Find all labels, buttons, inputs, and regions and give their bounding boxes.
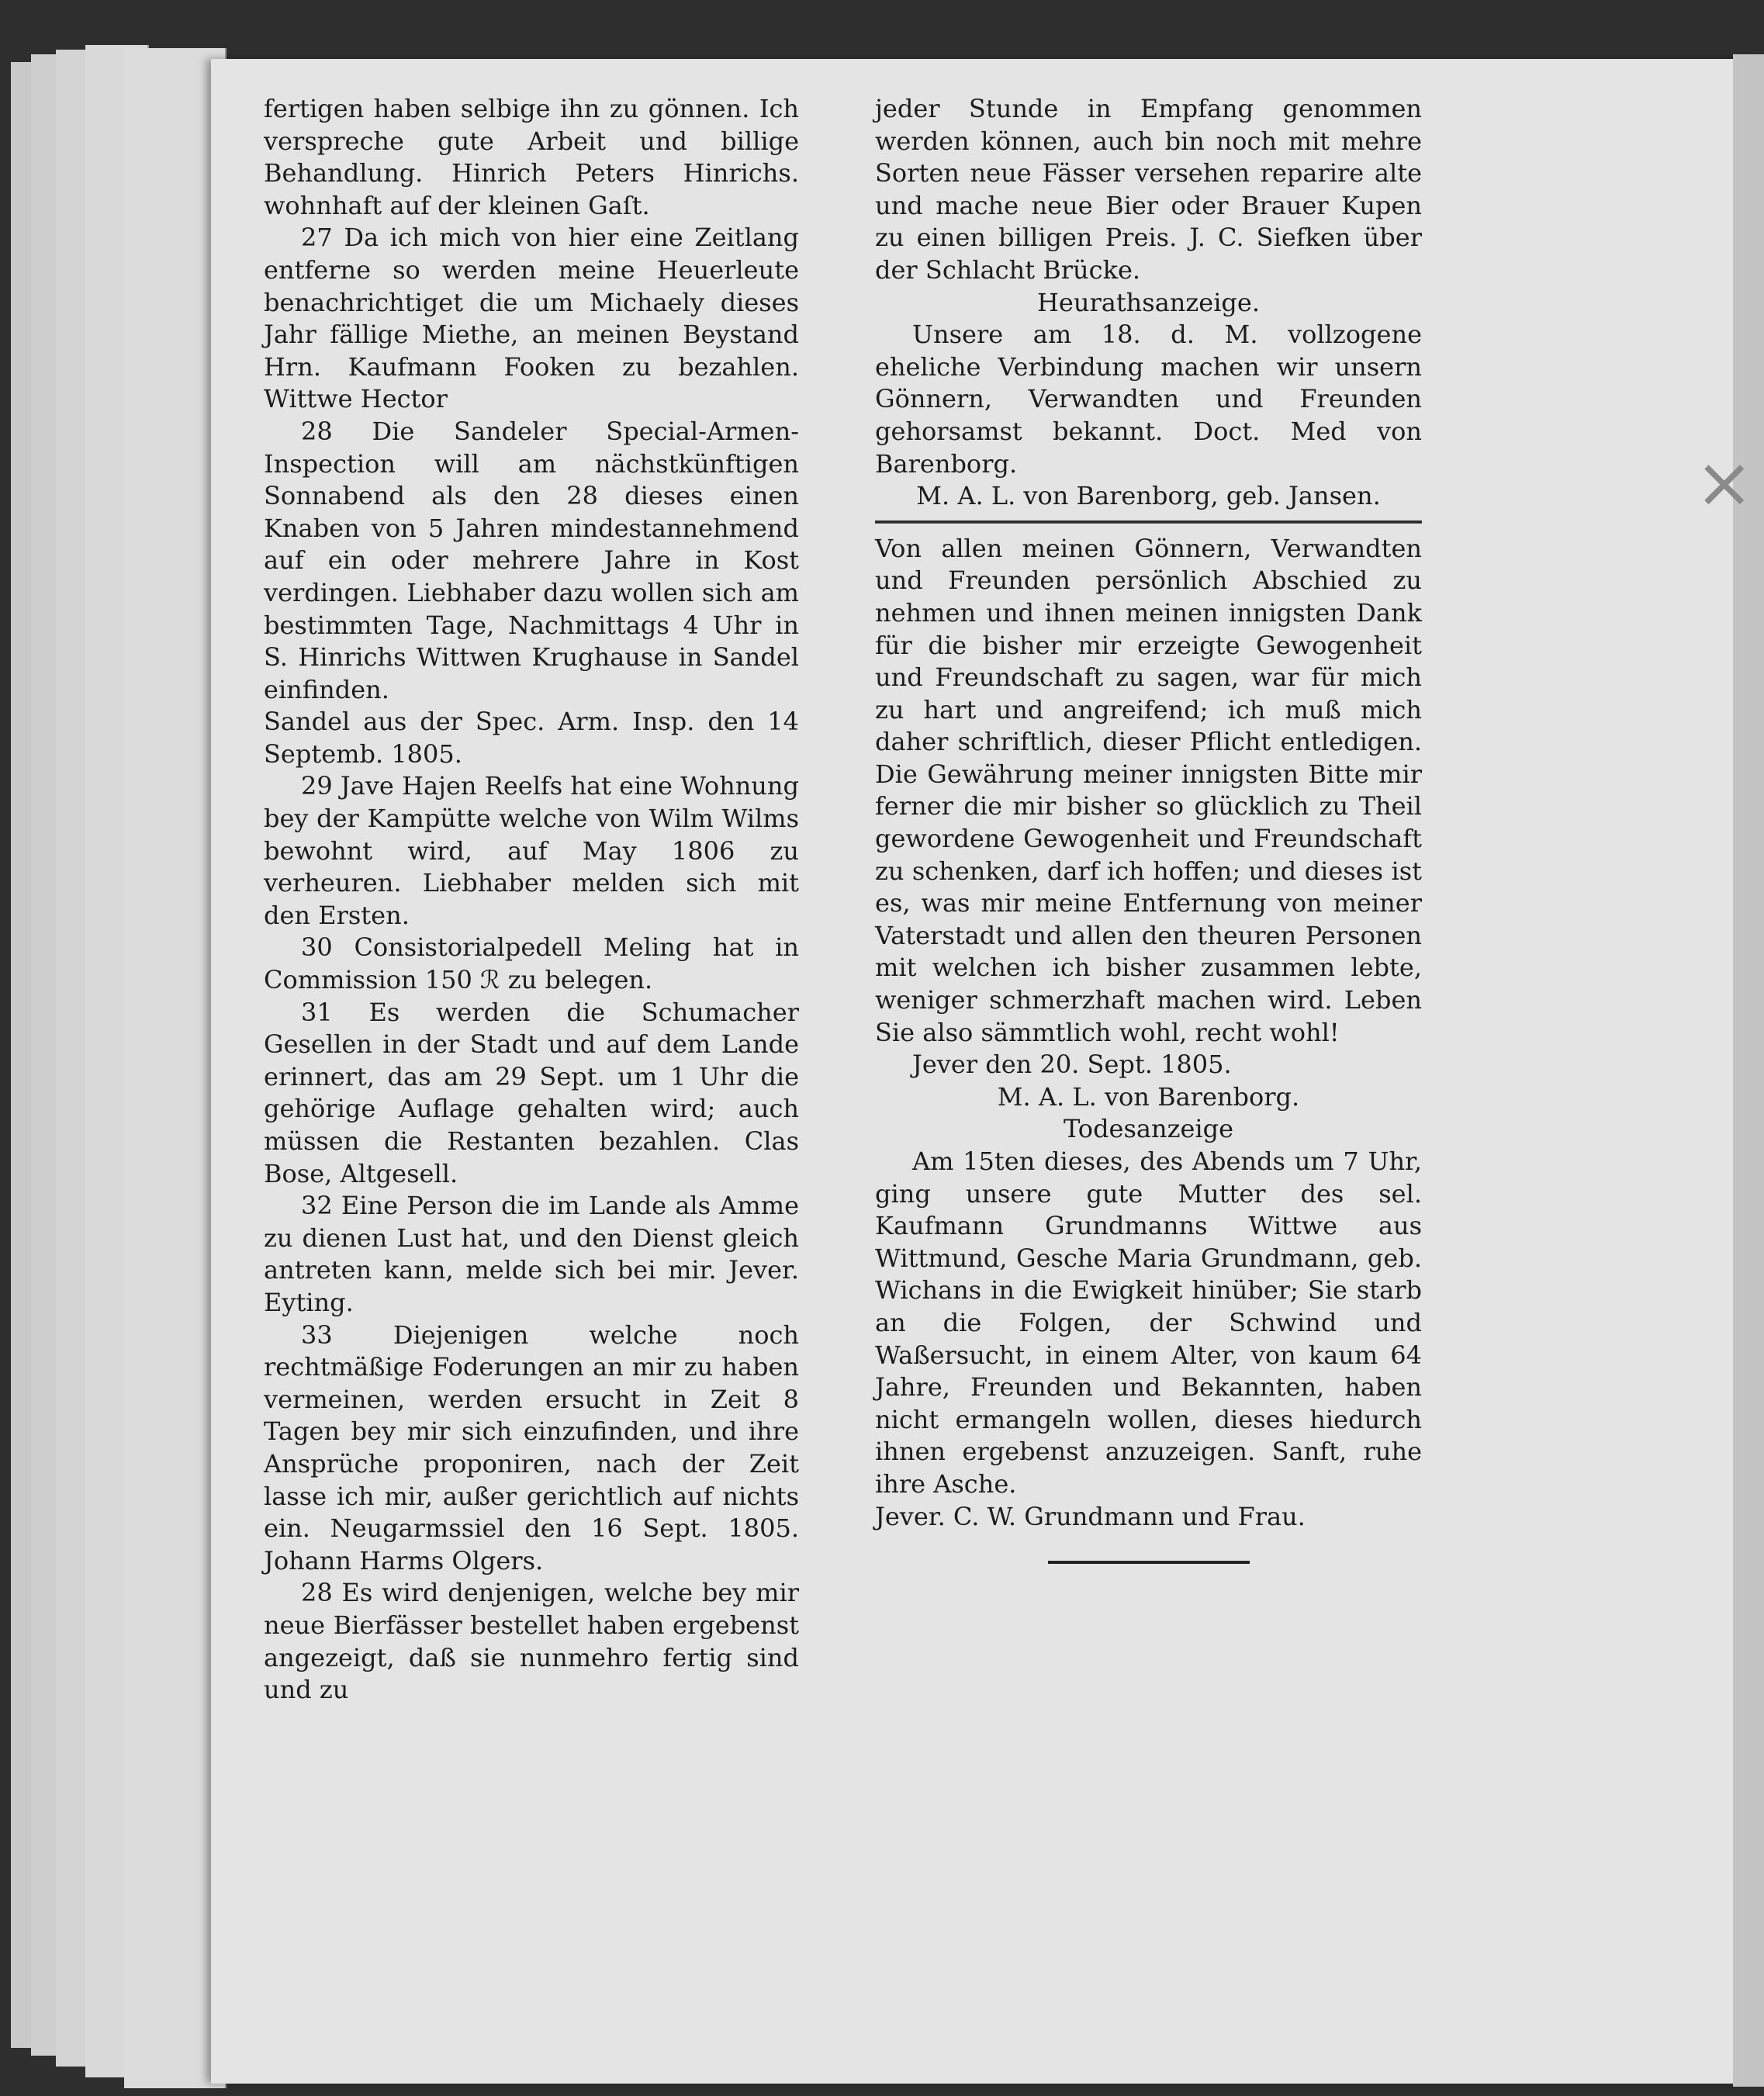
notice-paragraph: 32 Eine Person die im Lande als Amme zu dienen Lust hat, und den Dienst gleich antreten kann, melde sich bei mir. Jever. Eyting. [264,1191,799,1317]
notice-paragraph: Sandel aus der Spec. Arm. Insp. den 14 Septemb. 1805. [264,707,799,769]
notice-paragraph: Jever. C. W. Grundmann und Frau. [875,1501,1306,1531]
section-divider [875,521,1422,524]
notice-paragraph: Jever den 20. Sept. 1805. [912,1050,1232,1080]
pencil-x-mark: × [1695,442,1754,524]
right-text-column [875,93,1422,1564]
notice-paragraph: M. A. L. von Barenborg. [997,1081,1300,1112]
notice-paragraph: Unsere am 18. d. M. vollzogene eheliche Verbindung machen wir unsern Gönnern, Verwandten und Freunden gehorsamst bekannt. Doct. Med von Barenborg. [875,320,1422,479]
notice-paragraph: 31 Es werden die Schumacher Gesellen in der Stadt und auf dem Lande erinnert, das am 29 Sept. um 1 Uhr die gehörige Auflage gehalten wird; auch müssen die Restanten bezahlen. Clas Bose, Altgesell. [264,997,799,1188]
notice-paragraph: 28 Es wird denjenigen, welche bey mir neue Bierfässer bestellet haben ergebenst angezeigt, daß sie nunmehro fertig sind und zu [264,1578,799,1705]
right-page-edge [1733,54,1764,2087]
left-text-column [264,93,799,1707]
notice-paragraph: Todesanzeige [1063,1114,1234,1144]
notice-paragraph: 28 Die Sandeler Special-Armen-Inspection will am nächstkünftigen Sonnabend als den 28 dieses einen Knaben von 5 Jahren mindestannehmend auf ein oder mehrere Jahre in Kost verdingen. Liebhaber dazu wollen sich am bestimmten Tage, Nachmittags 4 Uhr in S. Hinrichs Wittwen Krughause in Sandel einfinden. [264,416,799,704]
notice-paragraph: Von allen meinen Gönnern, Verwandten und Freunden persönlich Abschied zu nehmen und ihnen meinen innigsten Dank für die bisher mir erzeigte Gewogenheit und Freundschaft zu sagen, war für mich zu hart und angreifend; ich muß mich daher schriftlich, dieser Pflicht entledigen. Die Gewährung meiner innigsten Bitte mir ferner die mir bisher so glücklich zu Theil gewordene Gewogenheit und Freundschaft zu schenken, darf ich hoffen; und dieses ist es, was mir meine Entfernung von meiner Vaterstadt und allen den theuren Personen mit welchen ich bisher zusammen lebte, weniger schmerzhaft machen wird. Leben Sie also sämmtlich wohl, recht wohl! [875,533,1422,1047]
notice-paragraph: fertigen haben selbige ihn zu gönnen. Ich verspreche gute Arbeit und billige Behandlung. Hinrich Peters Hinrichs. wohnhaft auf der kleinen Gaſt. [264,94,799,220]
notice-paragraph: 29 Jave Hajen Reelfs hat eine Wohnung bey der Kampütte welche von Wilm Wilms bewohnt wird, auf May 1806 zu verheuren. Liebhaber melden sich mit den Ersten. [264,771,799,930]
notice-paragraph: M. A. L. von Barenborg, geb. Jansen. [916,481,1381,511]
notice-paragraph: 30 Consistorialpedell Meling hat in Commission 150 ℛ zu belegen. [264,932,799,995]
notice-paragraph: Heurathsanzeige. [1036,287,1261,317]
notice-paragraph: 27 Da ich mich von hier eine Zeitlang entferne so werden meine Heuerleute benachrichtiget die um Michaely dieses Jahr fällige Miethe, an meinen Beystand Hrn. Kaufmann Fooken zu bezahlen. Wittwe Hector [264,223,799,414]
end-ornament-rule [1048,1561,1250,1564]
notice-paragraph: 33 Diejenigen welche noch rechtmäßige Foderungen an mir zu haben vermeinen, werden ersucht in Zeit 8 Tagen bey mir sich einzufinden, und ihre Ansprüche proponiren, nach der Zeit lasse ich mir, außer gerichtlich auf nichts ein. Neugarmssiel den 16 Sept. 1805. Johann Harms Olgers. [264,1320,799,1575]
notice-paragraph: Am 15ten dieses, des Abends um 7 Uhr, ging unsere gute Mutter des sel. Kaufmann Grundmanns Wittwe aus Wittmund, Gesche Maria Grundmann, geb. Wichans in die Ewigkeit hinüber; Sie starb an die Folgen, der Schwind und Waßersucht, in einem Alter, von kaum 64 Jahre, Freunden und Bekannten, haben nicht ermangeln wollen, dieses hiedurch ihnen ergebenst anzuzeigen. Sanft, ruhe ihre Asche. [875,1147,1422,1499]
notice-paragraph: jeder Stunde in Empfang genommen werden können, auch bin noch mit mehre Sorten neue Fässer versehen reparire alte und mache neue Bier oder Brauer Kupen zu einen billigen Preis. J. C. Siefken über der Schlacht Brücke. [875,94,1422,285]
